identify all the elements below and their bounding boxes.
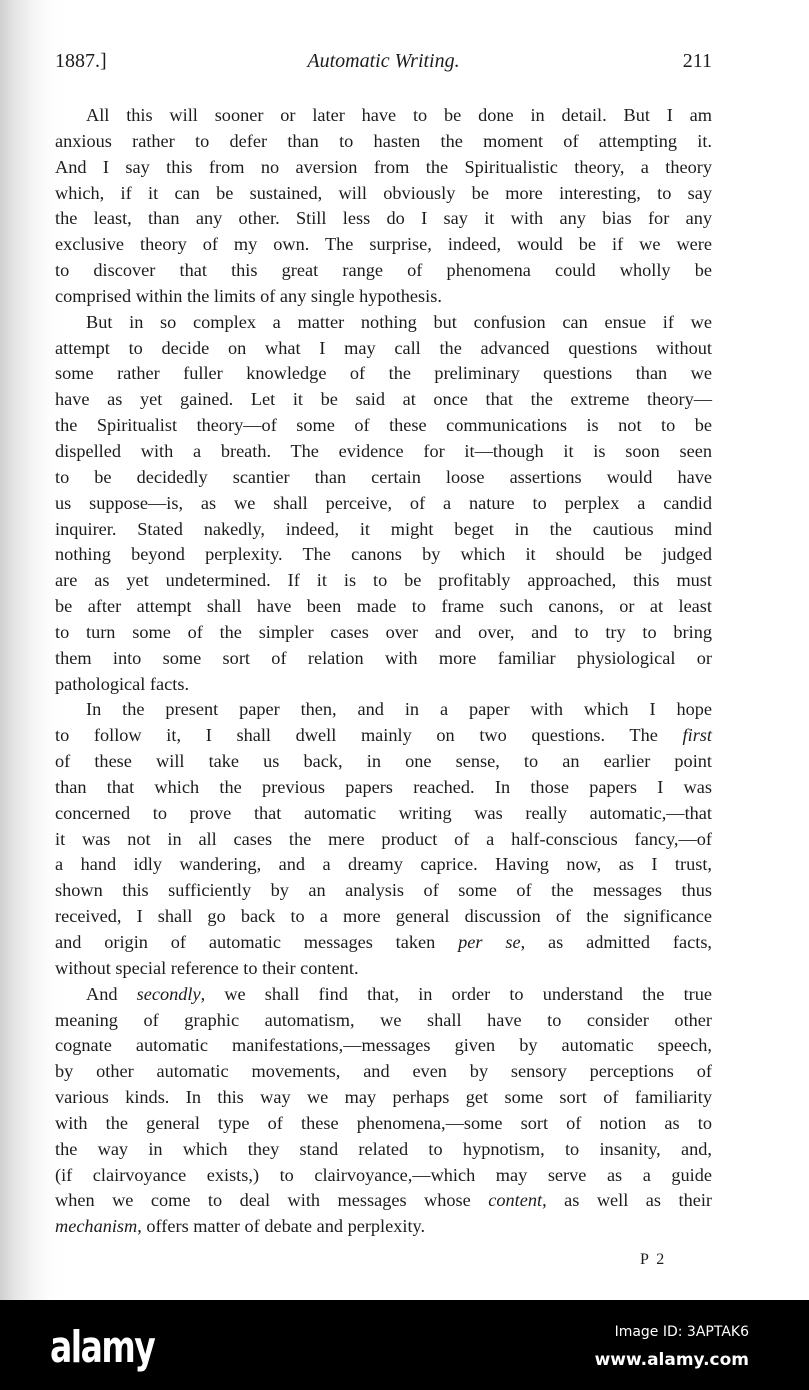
text-segment: , as admitted facts, (520, 932, 712, 952)
text-segment: than that which the previous papers reached. In those papers I was (55, 776, 712, 797)
italic-text: per se (458, 932, 521, 952)
text-line (55, 542, 712, 568)
text-line (55, 930, 712, 956)
text-segment: have as yet gained. Let it be said at once that the extreme theory— (55, 389, 712, 410)
text-line (55, 232, 712, 258)
italic-text: first (682, 725, 712, 746)
text-segment: (if clairvoyance exists,) to clairvoyance,—which may serve as a guide (55, 1164, 712, 1185)
text-line (55, 1214, 712, 1240)
text-line (55, 620, 712, 646)
text-line (55, 723, 712, 749)
italic-text: secondly (136, 983, 201, 1004)
text-segment: dispelled with a breath. The evidence for it—though it is soon seen (55, 440, 712, 461)
text-line (55, 155, 712, 181)
page-number: 211 (682, 50, 712, 72)
text-segment: of these will take us back, in one sense, to an earlier point (55, 751, 712, 772)
text-segment: to follow it, I shall dwell mainly on two questions. The (55, 725, 683, 746)
text-segment: inquirer. Stated nakedly, indeed, it might beget in the cautious mind (55, 518, 712, 539)
text-line (55, 594, 712, 620)
text-segment: received, I shall go back to a more general discussion of the significance (55, 906, 712, 927)
alamy-logo: alamy (50, 1322, 155, 1373)
text-line (55, 1111, 712, 1137)
text-segment: to turn some of the simpler cases over and over, and to try to bring (55, 621, 712, 642)
text-segment: to be decidedly scantier than certain loose assertions would have (55, 466, 712, 487)
signature-mark: P 2 (640, 1251, 667, 1268)
paragraph (55, 982, 712, 1240)
text-segment: some rather fuller knowledge of the preliminary questions than we (55, 363, 712, 384)
text-line (55, 1137, 712, 1163)
text-line (55, 310, 712, 336)
text-segment: are as yet undetermined. If it is to be profitably approached, this must (55, 570, 712, 591)
text-segment: various kinds. In this way we may perhaps get some sort of familiarity (55, 1087, 712, 1108)
text-segment: a hand idly wandering, and a dreamy caprice. Having now, as I trust, (55, 854, 712, 875)
text-line (55, 387, 712, 413)
paragraph (55, 310, 712, 698)
text-segment: the way in which they stand related to hypnotism, to insanity, and, (55, 1138, 712, 1159)
text-segment: the Spiritualist theory—of some of these communications is not to be (55, 415, 712, 436)
text-segment: But in so complex a matter nothing but confusion can ensue if we (86, 311, 712, 332)
text-line (55, 1059, 712, 1085)
text-segment: comprised within the limits of any single hypothesis. (55, 285, 442, 306)
text-segment: All this will sooner or later have to be done in detail. But I am (86, 105, 712, 125)
text-line (55, 749, 712, 775)
text-segment: And (86, 983, 137, 1004)
text-line (55, 465, 712, 491)
text-line (55, 801, 712, 827)
text-line (55, 775, 712, 801)
text-segment: which, if it can be sustained, will obviously be more interesting, to say (55, 182, 712, 203)
italic-text: content (488, 1190, 543, 1211)
text-line (55, 1188, 712, 1214)
text-segment: And I say this from no aversion from the Spiritualistic theory, a theory (55, 156, 712, 177)
text-segment: concerned to prove that automatic writing was really automatic,—that (55, 802, 712, 823)
text-line (55, 361, 712, 387)
text-segment: cognate automatic manifestations,—messages given by automatic speech, (55, 1035, 712, 1056)
text-segment: us suppose—is, as we shall perceive, of a nature to perplex a candid (55, 492, 712, 513)
text-line (55, 1033, 712, 1059)
watermark-url: www.alamy.com (594, 1350, 749, 1370)
paragraph (55, 103, 712, 310)
text-line (55, 1085, 712, 1111)
text-segment: pathological facts. (55, 673, 190, 694)
text-line (55, 439, 712, 465)
text-segment: shown this sufficiently by an analysis of some of the messages thus (55, 880, 712, 901)
paragraph (55, 697, 712, 981)
text-line (55, 284, 712, 310)
text-segment: by other automatic movements, and even by sensory perceptions of (55, 1061, 712, 1082)
text-segment: , we shall find that, in order to understand the true (200, 983, 712, 1004)
text-segment: , as well as their (542, 1190, 712, 1211)
text-line (55, 672, 712, 698)
text-segment: anxious rather to defer than to hasten the moment of attempting it. (55, 130, 712, 151)
text-segment: exclusive theory of my own. The surprise, indeed, would be if we were (55, 234, 712, 255)
text-line (55, 697, 712, 723)
text-segment: attempt to decide on what I may call the advanced questions without (55, 337, 712, 358)
running-header (55, 50, 712, 78)
watermark-bar (0, 1300, 809, 1390)
header-title: Automatic Writing. (307, 50, 460, 72)
text-segment: be after attempt shall have been made to frame such canons, or at least (55, 596, 712, 617)
text-line (55, 646, 712, 672)
text-line (55, 181, 712, 207)
text-line (55, 852, 712, 878)
text-line (55, 258, 712, 284)
body-text (55, 103, 712, 1240)
text-line (55, 956, 712, 982)
text-line (55, 491, 712, 517)
text-line (55, 206, 712, 232)
text-segment: In the present paper then, and in a paper with which I hope (86, 699, 712, 720)
text-line (55, 878, 712, 904)
text-line (55, 827, 712, 853)
header-year: 1887.] (55, 50, 107, 72)
italic-text: mechanism (55, 1216, 138, 1237)
text-segment: and origin of automatic messages taken (55, 932, 459, 952)
text-line (55, 568, 712, 594)
text-line (55, 904, 712, 930)
text-segment: to discover that this great range of phenomena could wholly be (55, 260, 712, 281)
text-line (55, 336, 712, 362)
text-segment: it was not in all cases the mere product of a half-conscious fancy,—of (55, 828, 712, 849)
text-segment: meaning of graphic automatism, we shall have to consider other (55, 1009, 712, 1030)
text-line (55, 1008, 712, 1034)
image-id: Image ID: 3APTAK6 (614, 1324, 749, 1340)
text-line (55, 129, 712, 155)
text-segment: with the general type of these phenomena,—some sort of notion as to (55, 1112, 712, 1133)
text-line (55, 103, 712, 129)
text-segment: , offers matter of debate and perplexity. (137, 1216, 426, 1237)
text-segment: the least, than any other. Still less do I say it with any bias for any (55, 208, 712, 229)
text-line (55, 982, 712, 1008)
text-line (55, 413, 712, 439)
text-line (55, 1163, 712, 1189)
text-segment: them into some sort of relation with more familiar physiological or (55, 647, 712, 668)
text-segment: nothing beyond perplexity. The canons by which it should be judged (55, 544, 712, 565)
text-line (55, 517, 712, 543)
text-segment: without special reference to their content. (55, 957, 359, 978)
text-segment: when we come to deal with messages whose (55, 1190, 489, 1211)
